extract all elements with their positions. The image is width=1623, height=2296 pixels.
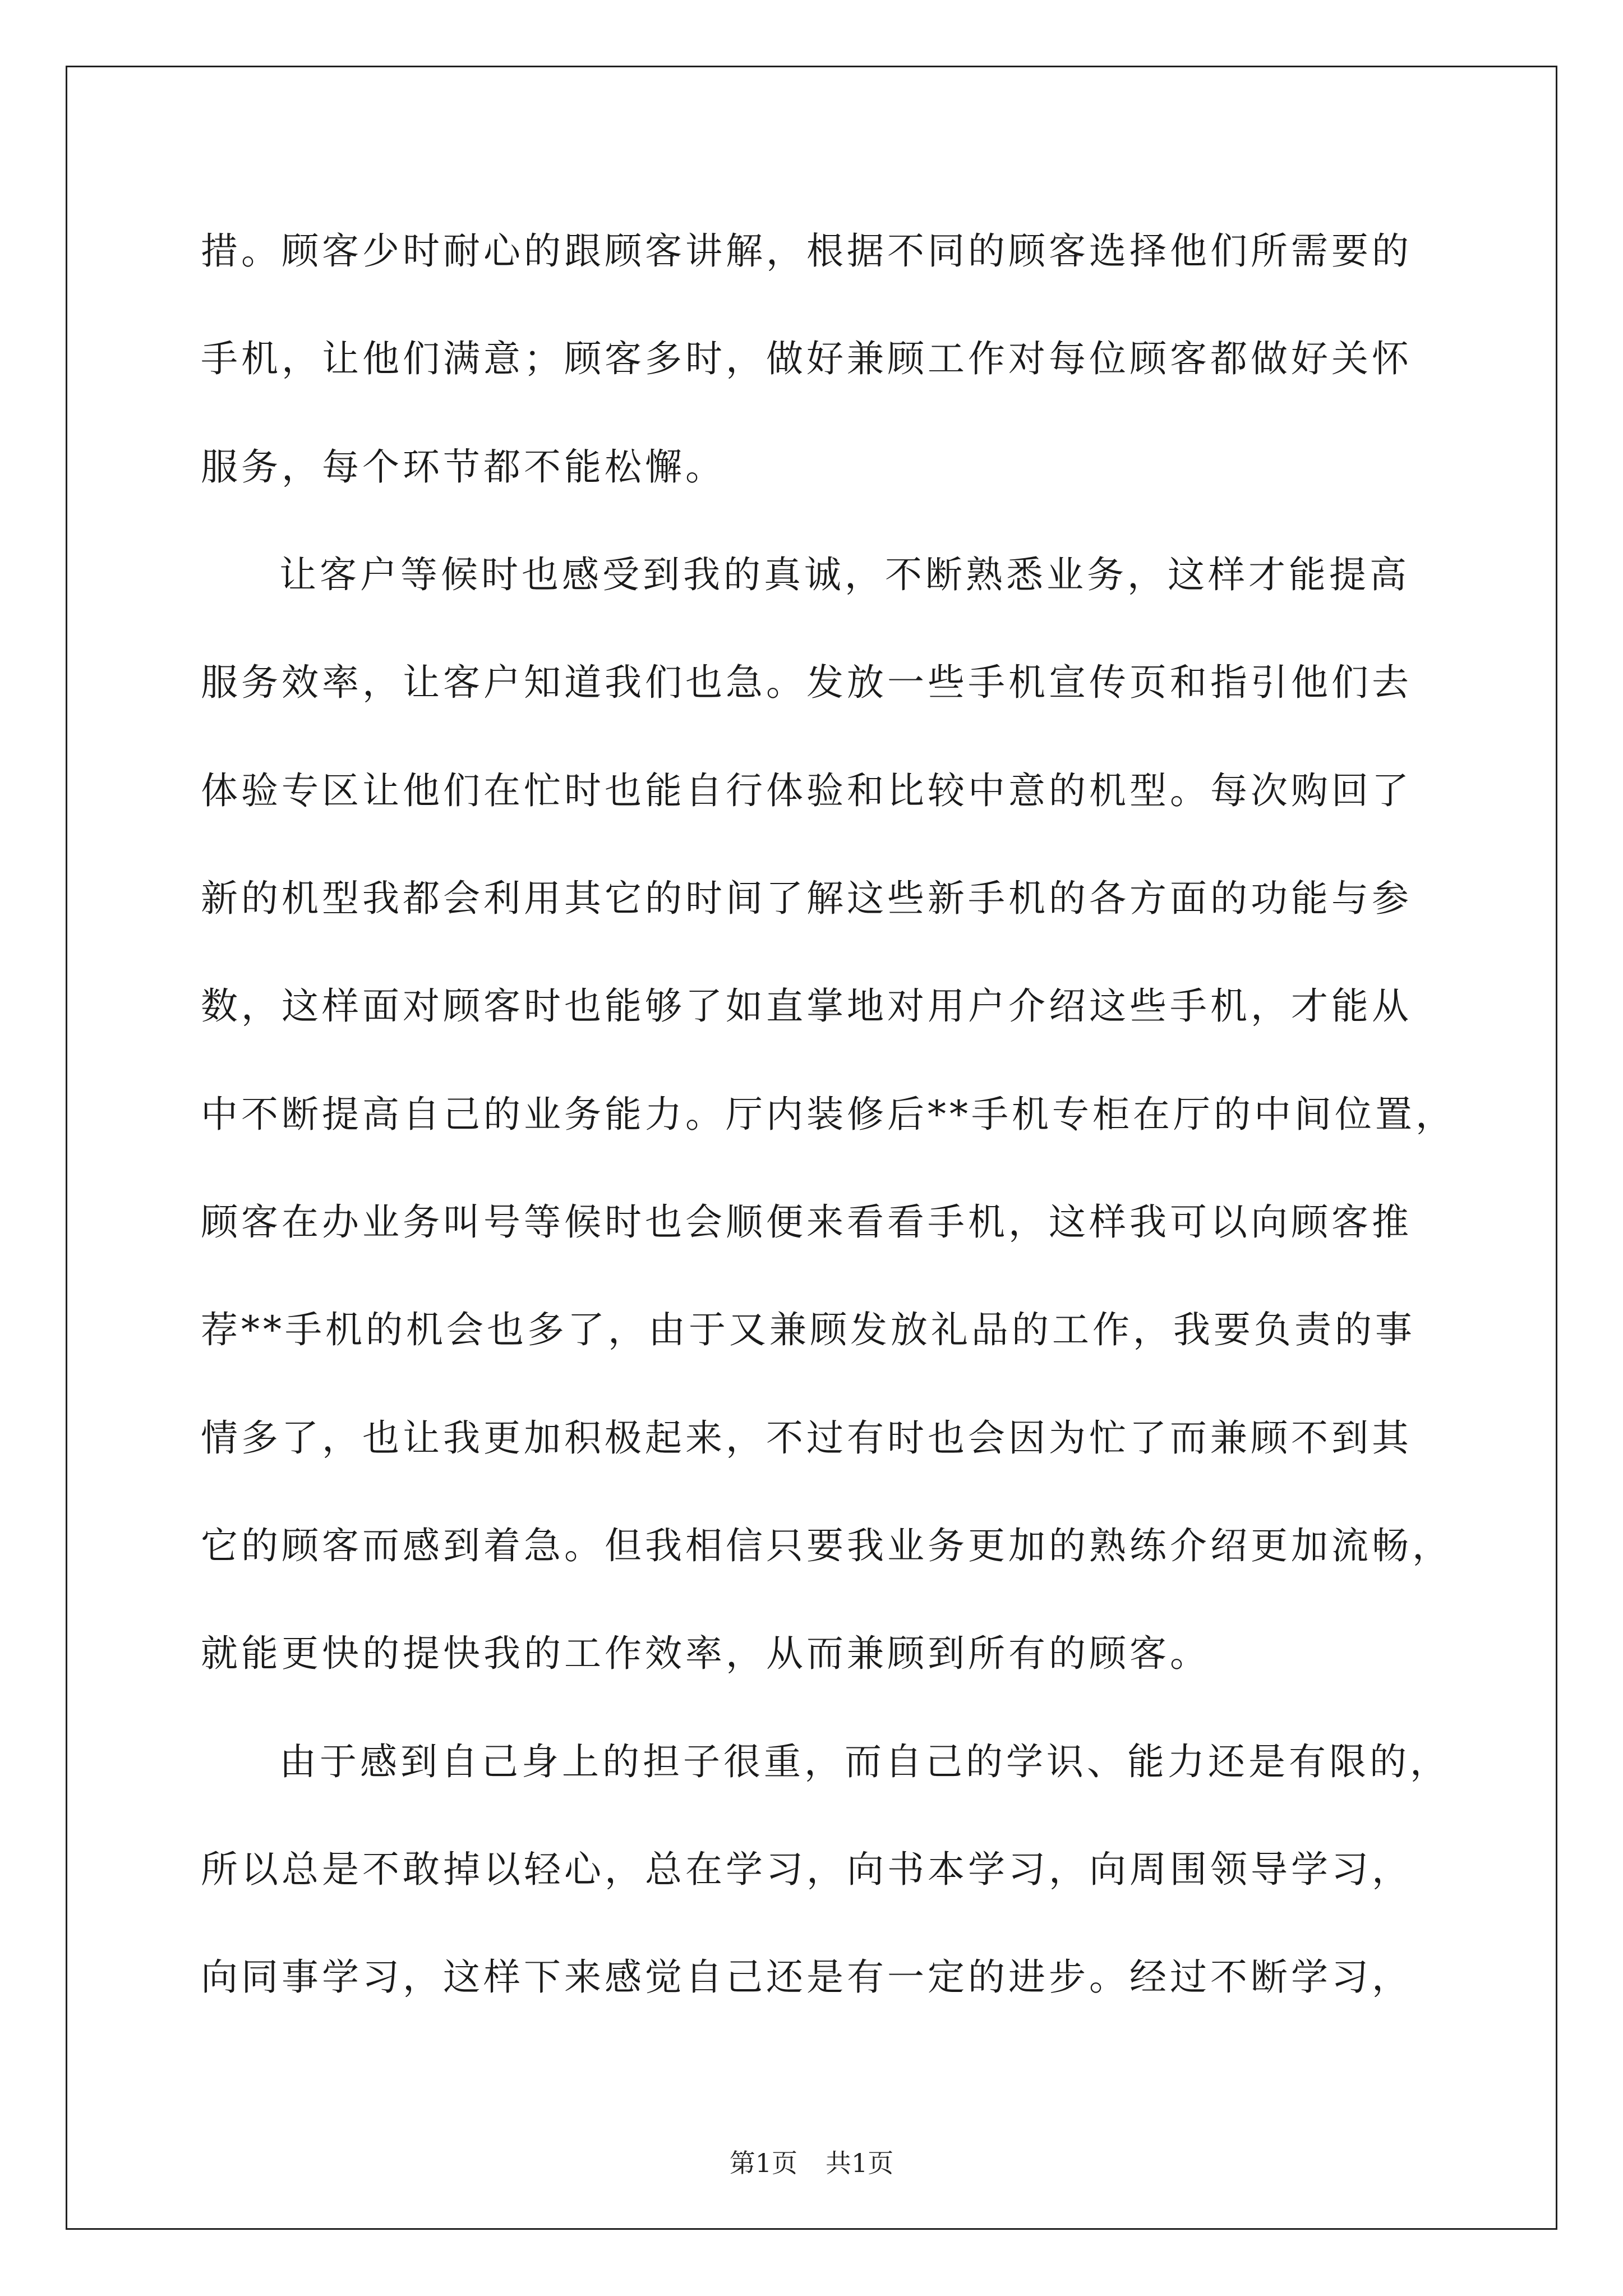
page-footer	[0, 2147, 1623, 2179]
text-line: 体验专区让他们在忙时也能自行体验和比较中意的机型。每次购回了	[201, 769, 1412, 812]
text-line: 向同事学习，这样下来感觉自己还是有一定的进步。经过不断学习，	[201, 1955, 1412, 1999]
text-line: 顾客在办业务叫号等候时也会顺便来看看手机，这样我可以向顾客推	[201, 1200, 1412, 1244]
text-line: 它的顾客而感到着急。但我相信只要我业务更加的熟练介绍更加流畅，	[201, 1524, 1453, 1567]
text-line: 情多了，也让我更加积极起来，不过有时也会因为忙了而兼顾不到其	[201, 1416, 1412, 1460]
text-line: 服务，每个环节都不能松懈。	[201, 445, 726, 489]
page-number: 第1页	[729, 2148, 797, 2178]
text-line: 手机，让他们满意；顾客多时，做好兼顾工作对每位顾客都做好关怀	[201, 337, 1412, 380]
page-border	[66, 66, 1557, 2230]
text-line: 就能更快的提快我的工作效率，从而兼顾到所有的顾客。	[201, 1632, 1210, 1675]
paragraph-first-line: 让客户等候时也感受到我的真诚，不断熟悉业务，这样才能提高	[279, 553, 1410, 596]
text-line: 服务效率，让客户知道我们也急。发放一些手机宣传页和指引他们去	[201, 661, 1412, 704]
text-line: 数，这样面对顾客时也能够了如直掌地对用户介绍这些手机，才能从	[201, 984, 1412, 1028]
text-line: 中不断提高自己的业务能力。厅内装修后**手机专柜在厅的中间位置，	[201, 1093, 1456, 1136]
paragraph-first-line: 由于感到自己身上的担子很重，而自己的学识、能力还是有限的，	[279, 1740, 1450, 1783]
text-line: 所以总是不敢掉以轻心，总在学习，向书本学习，向周围领导学习，	[201, 1848, 1412, 1891]
text-line: 荐**手机的机会也多了，由于又兼顾发放礼品的工作，我要负责的事	[201, 1308, 1415, 1351]
page-count: 共1页	[826, 2148, 894, 2178]
text-line: 新的机型我都会利用其它的时间了解这些新手机的各方面的功能与参	[201, 877, 1412, 920]
text-line: 措。顾客少时耐心的跟顾客讲解，根据不同的顾客选择他们所需要的	[201, 229, 1412, 273]
